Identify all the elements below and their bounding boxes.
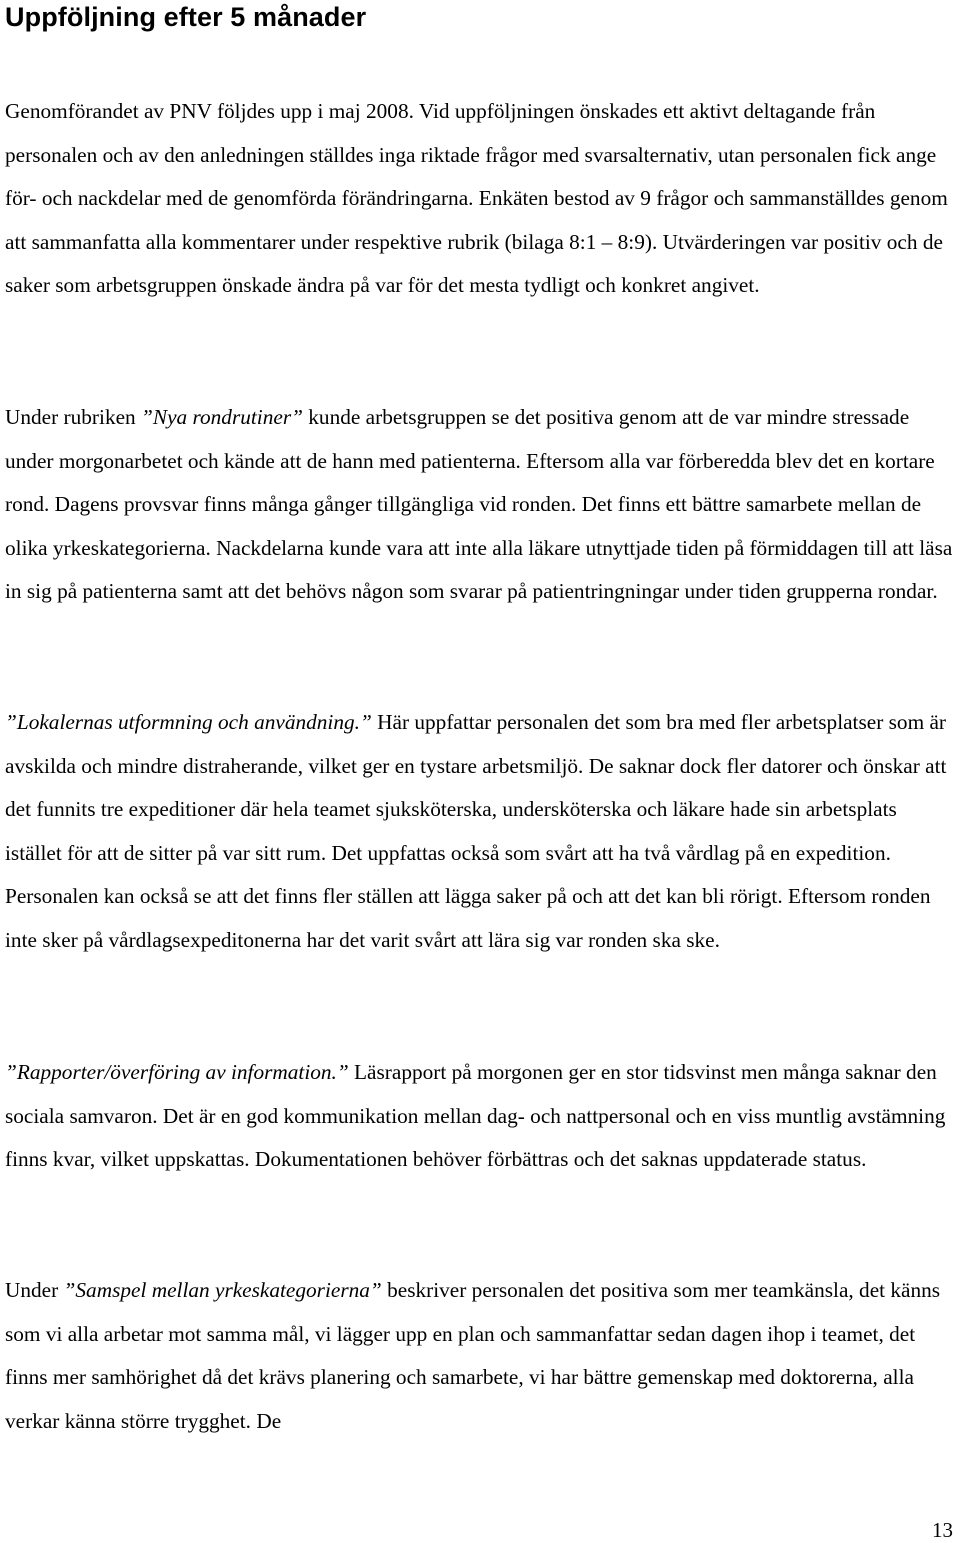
paragraph-followup-intro bbox=[5, 90, 957, 308]
page-number: 13 bbox=[932, 1518, 953, 1542]
paragraph-text: beskriver personalen det positiva som mer teamkänsla, det känns som vi alla arbetar mot samma mål, vi lägger upp en plan och sammanfattar sedan dagen ihop i teamet, det finns mer samhörighet då det krävs planering och samarbete, vi har bättre gemenskap med doktorerna, alla verkar känna större trygghet. De bbox=[5, 1278, 941, 1433]
paragraph-text: Här uppfattar personalen det som bra med fler arbetsplatser som är avskilda och mindre distraherande, vilket ger en tystare arbetsmiljö. De saknar dock fler datorer och önskar att det funnits tre expeditioner där hela teamet sjuksköterska, undersköterska och läkare hade sin arbetsplats istället för att de sitter på var sitt rum. Det uppfattas också som svårt att ha två vårdlag på en expedition. Personalen kan också se att det finns fler ställen att lägga saker på och att det kan bli rörigt. Eftersom ronden inte sker på vårdlagsexpeditonerna har det varit svårt att lära sig var ronden ska ske. bbox=[5, 710, 947, 952]
paragraph-premises bbox=[5, 701, 957, 963]
section-heading-inline: ”Lokalernas utformning och användning.” bbox=[5, 710, 372, 734]
paragraph-reports bbox=[5, 1051, 957, 1182]
paragraph-collaboration bbox=[5, 1269, 957, 1443]
page-title: Uppföljning efter 5 månader bbox=[5, 2, 367, 32]
paragraph-text: Under rubriken bbox=[5, 405, 142, 429]
paragraph-text: kunde arbetsgruppen se det positiva genom att de var mindre stressade under morgonarbetet och kände att de hann med patienterna. Eftersom alla var förberedda blev det en kortare rond. Dagens provsvar finns många gånger tillgängliga vid ronden. Det finns ett bättre samarbete mellan de olika yrkeskategorierna. Nackdelarna kunde vara att inte alla läkare utnyttjade tiden på förmiddagen till att läsa in sig på patienterna samt att det behövs någon som svarar på patientringningar under tiden grupperna rondar. bbox=[5, 405, 953, 604]
paragraph-rond-routines bbox=[5, 396, 957, 614]
paragraph-text: Genomförandet av PNV följdes upp i maj 2008. Vid uppföljningen önskades ett aktivt deltagande från personalen och av den anledningen ställdes inga riktade frågor med svarsalternativ, utan personalen fick ange för- och nackdelar med de genomförda förändringarna. Enkäten bestod av 9 frågor och sammanställdes genom att sammanfatta alla kommentarer under respektive rubrik (bilaga 8:1 – 8:9). Utvärderingen var positiv och de saker som arbetsgruppen önskade ändra på var för det mesta tydligt och konkret angivet. bbox=[5, 99, 948, 298]
paragraph-text: Läsrapport på morgonen ger en stor tidsvinst men många saknar den sociala samvaron. Det är en god kommunikation mellan dag- och nattpersonal och en viss muntlig avstämning finns kvar, vilket uppskattas. Dokumentationen behöver förbättras och det saknas uppdaterade status. bbox=[5, 1060, 946, 1172]
paragraph-text: Under bbox=[5, 1278, 64, 1302]
section-heading-inline: ”Nya rondrutiner” bbox=[141, 405, 303, 429]
section-heading-inline: ”Samspel mellan yrkeskategorierna” bbox=[63, 1278, 382, 1302]
section-heading-inline: ”Rapporter/överföring av information.” bbox=[5, 1060, 349, 1084]
